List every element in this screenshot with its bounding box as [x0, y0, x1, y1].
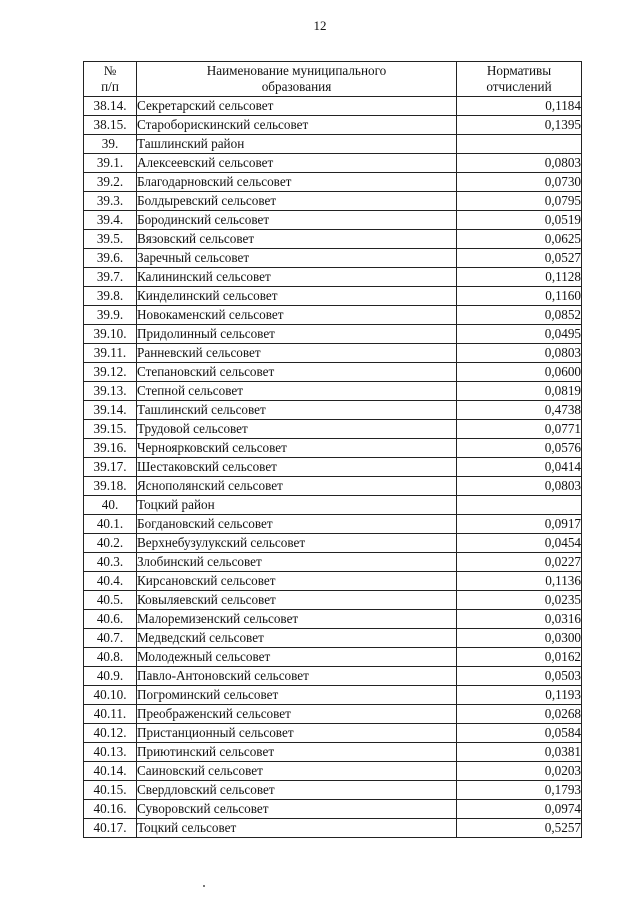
row-name: Саиновский сельсовет — [137, 762, 457, 781]
row-number: 40.3. — [84, 553, 137, 572]
table-row — [84, 819, 582, 838]
header-name-line1: Наименование муниципального — [206, 63, 387, 78]
table-row — [84, 477, 582, 496]
row-number: 39.9. — [84, 306, 137, 325]
row-number: 40.2. — [84, 534, 137, 553]
row-value: 0,0235 — [457, 591, 582, 610]
row-name: Павло-Антоновский сельсовет — [137, 667, 457, 686]
row-value: 0,0414 — [457, 458, 582, 477]
table-row — [84, 572, 582, 591]
row-name: Секретарский сельсовет — [137, 97, 457, 116]
row-value: 0,0803 — [457, 344, 582, 363]
row-number: 39.14. — [84, 401, 137, 420]
row-value: 0,0203 — [457, 762, 582, 781]
row-number: 40. — [84, 496, 137, 515]
row-number: 40.11. — [84, 705, 137, 724]
table-row — [84, 686, 582, 705]
row-value: 0,1193 — [457, 686, 582, 705]
row-name: Погроминский сельсовет — [137, 686, 457, 705]
row-value: 0,0917 — [457, 515, 582, 534]
table-row — [84, 610, 582, 629]
row-name: Благодарновский сельсовет — [137, 173, 457, 192]
row-name: Степной сельсовет — [137, 382, 457, 401]
table-row — [84, 705, 582, 724]
table-body — [84, 97, 582, 838]
row-name: Степановский сельсовет — [137, 363, 457, 382]
table-row — [84, 515, 582, 534]
norms-table — [83, 61, 582, 838]
row-name: Преображенский сельсовет — [137, 705, 457, 724]
row-name: Злобинский сельсовет — [137, 553, 457, 572]
table-row — [84, 363, 582, 382]
table-header — [84, 62, 582, 97]
row-value: 0,0268 — [457, 705, 582, 724]
row-name: Ташлинский район — [137, 135, 457, 154]
row-name: Болдыревский сельсовет — [137, 192, 457, 211]
row-name: Трудовой сельсовет — [137, 420, 457, 439]
row-value: 0,0852 — [457, 306, 582, 325]
row-number: 40.4. — [84, 572, 137, 591]
header-value — [457, 62, 582, 97]
row-number: 40.7. — [84, 629, 137, 648]
row-value: 0,0803 — [457, 154, 582, 173]
header-number-line2: п/п — [101, 79, 119, 94]
row-value: 0,0600 — [457, 363, 582, 382]
table-row — [84, 230, 582, 249]
table-row — [84, 458, 582, 477]
row-number: 39.12. — [84, 363, 137, 382]
row-name: Суворовский сельсовет — [137, 800, 457, 819]
table-row — [84, 743, 582, 762]
row-value: 0,0519 — [457, 211, 582, 230]
row-value: 0,1160 — [457, 287, 582, 306]
row-number: 39.11. — [84, 344, 137, 363]
row-name: Яснополянский сельсовет — [137, 477, 457, 496]
row-value: 0,0584 — [457, 724, 582, 743]
row-name: Придолинный сельсовет — [137, 325, 457, 344]
row-name: Тоцкий сельсовет — [137, 819, 457, 838]
row-name: Алексеевский сельсовет — [137, 154, 457, 173]
table-row — [84, 135, 582, 154]
row-name: Богдановский сельсовет — [137, 515, 457, 534]
row-number: 39.10. — [84, 325, 137, 344]
row-name: Ковыляевский сельсовет — [137, 591, 457, 610]
row-value — [457, 135, 582, 154]
table-row — [84, 306, 582, 325]
row-number: 40.14. — [84, 762, 137, 781]
row-number: 39.2. — [84, 173, 137, 192]
table-row — [84, 192, 582, 211]
header-name-line2: образования — [261, 79, 332, 94]
row-name: Медведский сельсовет — [137, 629, 457, 648]
table-row — [84, 173, 582, 192]
row-number: 39.16. — [84, 439, 137, 458]
row-name: Ранневский сельсовет — [137, 344, 457, 363]
table-row — [84, 401, 582, 420]
row-name: Шестаковский сельсовет — [137, 458, 457, 477]
table-row — [84, 800, 582, 819]
row-value: 0,1184 — [457, 97, 582, 116]
row-value: 0,1395 — [457, 116, 582, 135]
row-number: 39.17. — [84, 458, 137, 477]
row-value: 0,0625 — [457, 230, 582, 249]
row-name: Молодежный сельсовет — [137, 648, 457, 667]
table-row — [84, 534, 582, 553]
row-number: 40.8. — [84, 648, 137, 667]
scan-speck — [203, 885, 205, 887]
table-row — [84, 781, 582, 800]
row-number: 40.12. — [84, 724, 137, 743]
row-name: Новокаменский сельсовет — [137, 306, 457, 325]
table-row — [84, 287, 582, 306]
row-number: 39.3. — [84, 192, 137, 211]
row-number: 39.18. — [84, 477, 137, 496]
row-number: 39.6. — [84, 249, 137, 268]
row-number: 40.6. — [84, 610, 137, 629]
row-number: 39.13. — [84, 382, 137, 401]
row-value: 0,0803 — [457, 477, 582, 496]
header-number-line1: № — [103, 63, 117, 78]
row-value: 0,1136 — [457, 572, 582, 591]
row-name: Свердловский сельсовет — [137, 781, 457, 800]
row-value: 0,0730 — [457, 173, 582, 192]
row-value: 0,0795 — [457, 192, 582, 211]
table-row — [84, 553, 582, 572]
table-row — [84, 762, 582, 781]
row-name: Бородинский сельсовет — [137, 211, 457, 230]
row-value: 0,0227 — [457, 553, 582, 572]
row-value: 0,4738 — [457, 401, 582, 420]
row-number: 39.15. — [84, 420, 137, 439]
row-name: Пристанционный сельсовет — [137, 724, 457, 743]
row-number: 39.8. — [84, 287, 137, 306]
header-value-line2: отчислений — [486, 79, 552, 94]
header-number — [84, 62, 137, 97]
row-name: Калининский сельсовет — [137, 268, 457, 287]
row-value: 0,1128 — [457, 268, 582, 287]
row-name: Кинделинский сельсовет — [137, 287, 457, 306]
row-number: 40.5. — [84, 591, 137, 610]
row-number: 38.15. — [84, 116, 137, 135]
row-number: 40.17. — [84, 819, 137, 838]
row-name: Ташлинский сельсовет — [137, 401, 457, 420]
row-value: 0,1793 — [457, 781, 582, 800]
row-name: Кирсановский сельсовет — [137, 572, 457, 591]
row-value: 0,5257 — [457, 819, 582, 838]
table-row — [84, 97, 582, 116]
row-value: 0,0495 — [457, 325, 582, 344]
table-row — [84, 116, 582, 135]
table-row — [84, 344, 582, 363]
row-number: 39.7. — [84, 268, 137, 287]
row-number: 40.10. — [84, 686, 137, 705]
row-name: Староборискинский сельсовет — [137, 116, 457, 135]
row-value — [457, 496, 582, 515]
table-row — [84, 420, 582, 439]
table-row — [84, 724, 582, 743]
row-value: 0,0819 — [457, 382, 582, 401]
row-number: 40.16. — [84, 800, 137, 819]
header-value-line1: Нормативы — [486, 63, 552, 78]
row-number: 40.13. — [84, 743, 137, 762]
row-number: 39.4. — [84, 211, 137, 230]
row-number: 39.1. — [84, 154, 137, 173]
table-row — [84, 249, 582, 268]
table-row — [84, 629, 582, 648]
table-row — [84, 382, 582, 401]
header-name — [137, 62, 457, 97]
row-value: 0,0527 — [457, 249, 582, 268]
row-value: 0,0771 — [457, 420, 582, 439]
table-row — [84, 325, 582, 344]
row-number: 40.1. — [84, 515, 137, 534]
row-name: Вязовский сельсовет — [137, 230, 457, 249]
row-number: 40.15. — [84, 781, 137, 800]
row-value: 0,0974 — [457, 800, 582, 819]
row-name: Тоцкий район — [137, 496, 457, 515]
row-value: 0,0300 — [457, 629, 582, 648]
row-name: Верхнебузулукский сельсовет — [137, 534, 457, 553]
page-number: 12 — [313, 18, 327, 33]
row-name: Малоремизенский сельсовет — [137, 610, 457, 629]
row-value: 0,0454 — [457, 534, 582, 553]
table-row — [84, 439, 582, 458]
row-number: 38.14. — [84, 97, 137, 116]
table-row — [84, 496, 582, 515]
row-name: Заречный сельсовет — [137, 249, 457, 268]
row-value: 0,0162 — [457, 648, 582, 667]
row-number: 39. — [84, 135, 137, 154]
table-row — [84, 211, 582, 230]
table-row — [84, 667, 582, 686]
row-value: 0,0381 — [457, 743, 582, 762]
table-row — [84, 648, 582, 667]
row-number: 39.5. — [84, 230, 137, 249]
row-value: 0,0503 — [457, 667, 582, 686]
row-value: 0,0316 — [457, 610, 582, 629]
table-row — [84, 591, 582, 610]
row-name: Приютинский сельсовет — [137, 743, 457, 762]
row-number: 40.9. — [84, 667, 137, 686]
table-row — [84, 268, 582, 287]
row-name: Черноярковский сельсовет — [137, 439, 457, 458]
table-row — [84, 154, 582, 173]
row-value: 0,0576 — [457, 439, 582, 458]
